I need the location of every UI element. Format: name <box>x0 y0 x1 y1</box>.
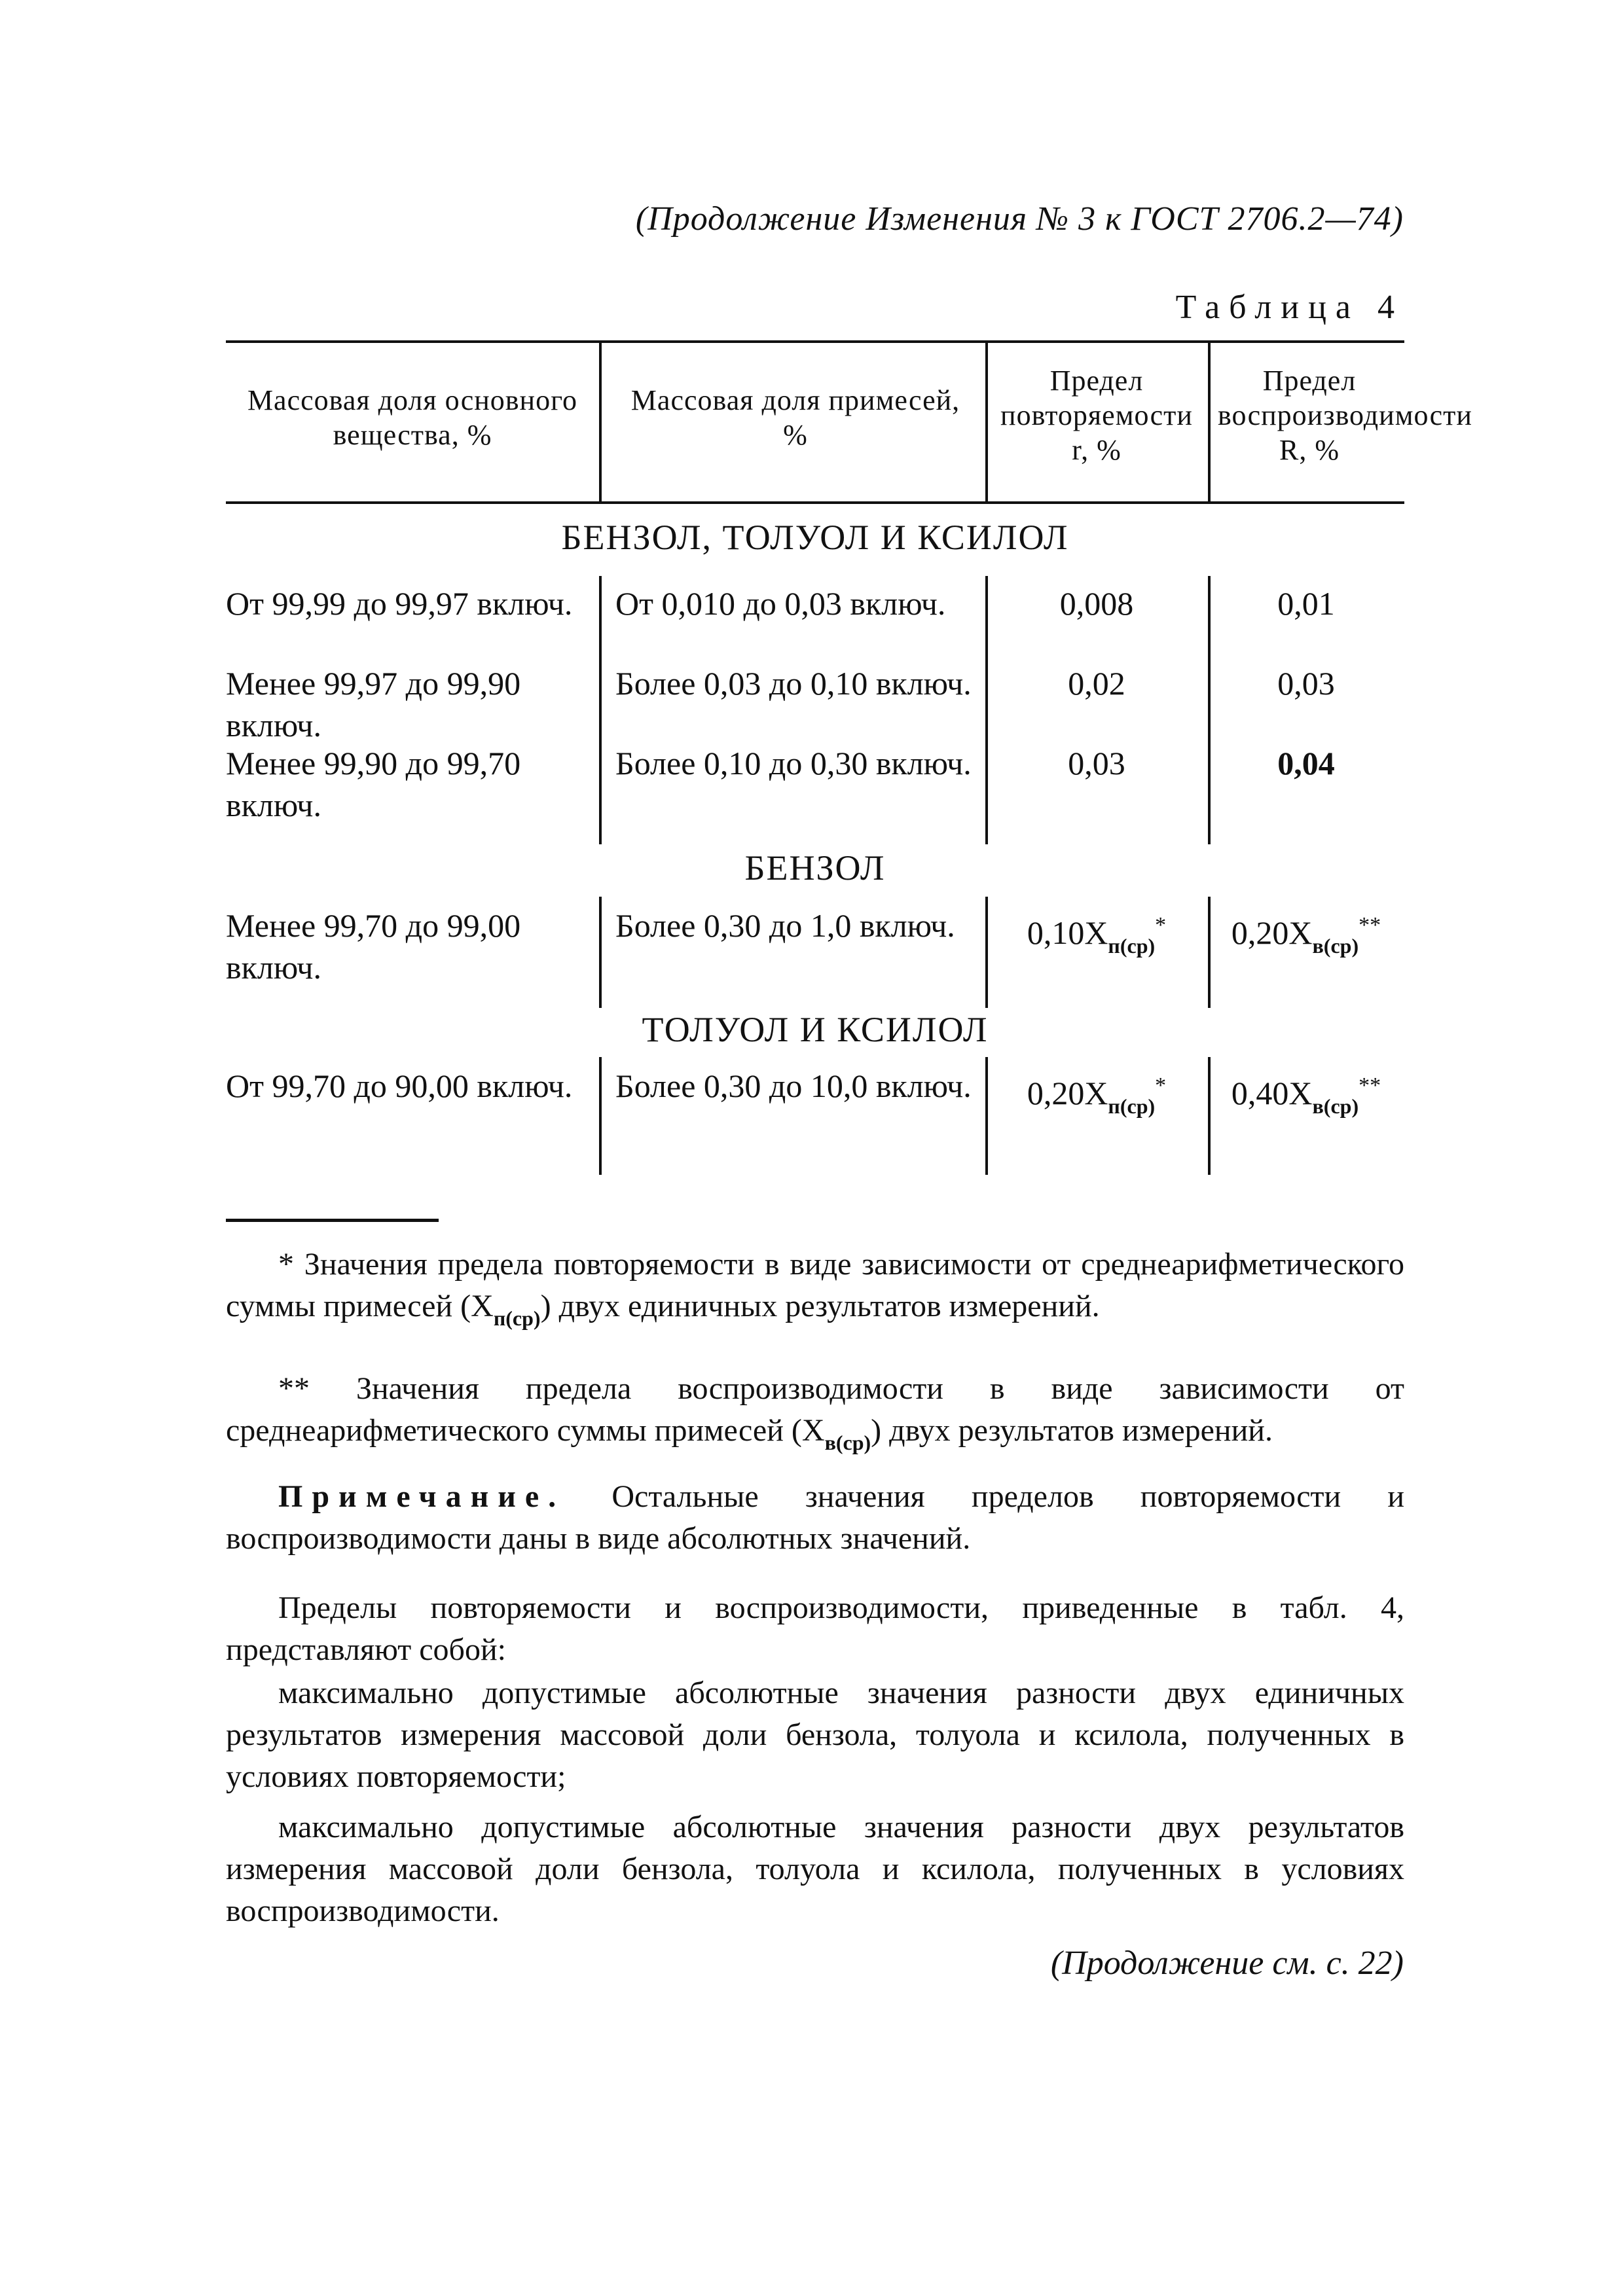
column-divider <box>985 897 988 1008</box>
column-divider <box>599 1057 602 1175</box>
cell-impurity: Более 0,10 до 0,30 включ. <box>615 745 972 781</box>
formula-subscript: в(ср) <box>1312 1094 1359 1118</box>
footnote-mark: * <box>1155 1073 1167 1098</box>
note-text: Остальные значения пределов повторяемости и воспроизводимости даны в виде абсолютных значений. <box>226 1479 1405 1556</box>
cell-reproducibility: 0,03 <box>1277 665 1335 702</box>
cell-repeatability <box>989 1065 1205 1127</box>
footnote-repeatability <box>226 1244 1404 1339</box>
cell-repeatability: 0,02 <box>1068 665 1125 702</box>
column-divider <box>985 576 988 844</box>
cell-reproducibility: 0,01 <box>1277 585 1335 622</box>
cell-impurity: Более 0,30 до 1,0 включ. <box>615 907 955 944</box>
header-divider <box>1208 340 1211 504</box>
cell-main-substance: Менее 99,97 до 99,90 включ. <box>226 665 521 744</box>
column-header-impurities: Массовая доля примесей, % <box>630 384 960 451</box>
column-divider <box>1208 1057 1211 1175</box>
cell-repeatability: 0,03 <box>1068 745 1125 781</box>
column-header-reproducibility: Предел воспроизводимости R, % <box>1218 365 1472 466</box>
note-label: Примечание. <box>278 1479 566 1514</box>
column-divider <box>1208 576 1211 844</box>
body-paragraph: максимально допустимые абсолютные значения разности двух единичных результатов измерения массовой доли бензола, толуола и ксилола, полученных в условиях повторяемости; <box>226 1676 1404 1794</box>
column-divider <box>599 897 602 1008</box>
column-header-repeatability: Предел повторяемости r, % <box>1000 365 1193 466</box>
footnote-rule <box>226 1219 439 1222</box>
cell-impurity: Более 0,03 до 0,10 включ. <box>615 665 972 702</box>
continuation-header: (Продолжение Изменения № 3 к ГОСТ 2706.2—74) <box>635 200 1404 238</box>
note <box>226 1476 1404 1560</box>
footnote-text: ) двух результатов измерений. <box>871 1413 1273 1448</box>
cell-main-substance: Менее 99,90 до 99,70 включ. <box>226 745 521 823</box>
cell-reproducibility: 0,04 <box>1277 745 1335 781</box>
formula-coefficient: 0,40X <box>1231 1075 1313 1111</box>
cell-reproducibility <box>1211 1065 1401 1127</box>
section-title: БЕНЗОЛ <box>744 848 886 888</box>
column-divider <box>599 576 602 844</box>
cell-reproducibility <box>1211 905 1401 967</box>
cell-impurity: Более 0,30 до 10,0 включ. <box>615 1067 972 1104</box>
header-divider <box>599 340 602 504</box>
footnote-mark: ** <box>1359 1073 1381 1098</box>
footnote-mark: * <box>1155 913 1167 937</box>
column-divider <box>1208 897 1211 1008</box>
footnote-mark: ** <box>1359 913 1381 937</box>
cell-main-substance: От 99,70 до 90,00 включ. <box>226 1067 573 1104</box>
cell-repeatability: 0,008 <box>1059 585 1134 622</box>
formula-subscript: п(ср) <box>1108 934 1156 958</box>
column-divider <box>985 1057 988 1175</box>
continuation-footer: (Продолжение см. с. 22) <box>1050 1945 1404 1982</box>
footnote-reproducibility <box>226 1368 1404 1463</box>
column-header-main-substance: Массовая доля основного вещества, % <box>247 384 578 451</box>
formula-subscript: п(ср) <box>493 1306 541 1330</box>
formula-coefficient: 0,10X <box>1027 914 1108 951</box>
formula-subscript: в(ср) <box>1312 934 1359 958</box>
table-header-rule <box>226 501 1404 504</box>
table-label: Таблица 4 <box>1175 289 1404 326</box>
formula-subscript: п(ср) <box>1108 1094 1156 1118</box>
cell-main-substance: От 99,99 до 99,97 включ. <box>226 585 573 622</box>
formula-coefficient: 0,20X <box>1231 914 1313 951</box>
section-title: ТОЛУОЛ И КСИЛОЛ <box>642 1010 989 1049</box>
section-title: БЕНЗОЛ, ТОЛУОЛ И КСИЛОЛ <box>561 518 1069 557</box>
formula-subscript: в(ср) <box>824 1431 871 1454</box>
footnote-text: * Значения предела повторяемости в виде зависимости от среднеарифметического суммы примесей (X <box>226 1247 1404 1323</box>
header-divider <box>985 340 988 504</box>
footnote-text: ) двух единичных результатов измерений. <box>540 1289 1100 1323</box>
cell-repeatability <box>989 905 1205 967</box>
footnote-text: ** Значения предела воспроизводимости в виде зависимости от среднеарифметического суммы примесей (X <box>226 1371 1404 1448</box>
cell-main-substance: Менее 99,70 до 99,00 включ. <box>226 907 521 986</box>
table-top-rule <box>226 340 1404 343</box>
cell-impurity: От 0,010 до 0,03 включ. <box>615 585 946 622</box>
body-paragraph: максимально допустимые абсолютные значения разности двух результатов измерения массовой доли бензола, толуола и ксилола, полученных в условиях воспроизводимости. <box>226 1810 1404 1928</box>
body-paragraph: Пределы повторяемости и воспроизводимости, приведенные в табл. 4, представляют собой: <box>226 1590 1404 1667</box>
formula-coefficient: 0,20X <box>1027 1075 1108 1111</box>
